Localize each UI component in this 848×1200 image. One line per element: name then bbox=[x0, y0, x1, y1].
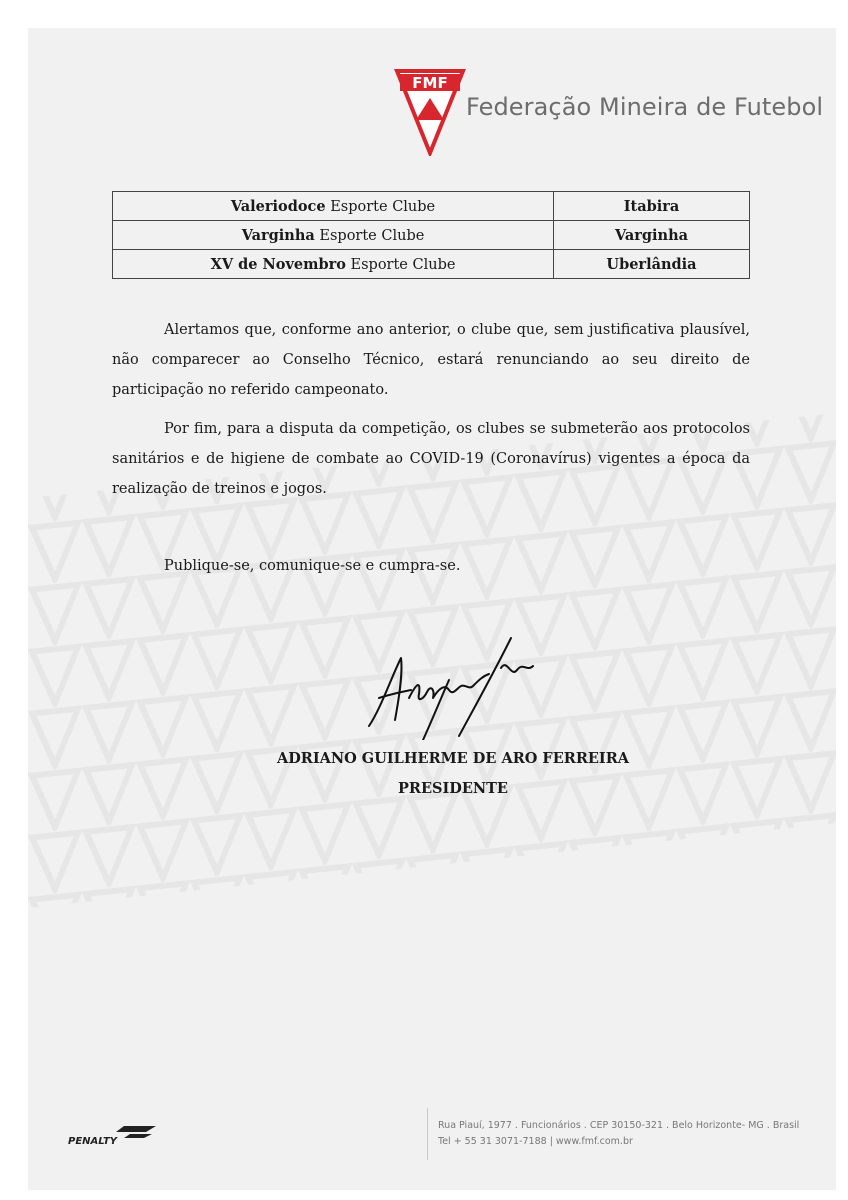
footer-divider bbox=[427, 1108, 428, 1160]
club-city-cell: Itabira bbox=[554, 192, 750, 221]
signatory-title: PRESIDENTE bbox=[398, 780, 508, 797]
table-row bbox=[113, 221, 750, 250]
penalty-logo-text: PENALTY bbox=[68, 1136, 118, 1146]
clubs-table bbox=[112, 191, 750, 279]
document-page bbox=[28, 28, 836, 1190]
paragraph-publication: Publique-se, comunique-se e cumpra-se. bbox=[164, 558, 461, 574]
table-row bbox=[113, 192, 750, 221]
paragraph-technical-council: Alertamos que, conforme ano anterior, o clube que, sem justificativa plausível, não comparecer ao Conselho Técnico, estará renunciando ao seu direito de participação no referido campeonato. bbox=[112, 322, 750, 398]
paragraph-covid-protocols: Por fim, para a disputa da competição, os clubes se submeterão aos protocolos sanitários e de higiene de combate ao COVID-19 (Coronavírus) vigentes a época da realização de treinos e jogos. bbox=[112, 421, 750, 497]
table-row bbox=[113, 250, 750, 279]
footer-contact: Tel + 55 31 3071-7188 | www.fmf.com.br bbox=[438, 1136, 633, 1147]
club-name-cell bbox=[113, 192, 554, 221]
club-name-suffix: Esporte Clube bbox=[325, 198, 436, 215]
logo-text: FMF bbox=[412, 74, 448, 92]
club-name-suffix: Esporte Clube bbox=[345, 256, 456, 273]
signatory-name: ADRIANO GUILHERME DE ARO FERREIRA bbox=[276, 750, 630, 767]
penalty-logo-icon bbox=[66, 1124, 158, 1146]
club-name-bold: Valeriodoce bbox=[230, 197, 326, 215]
club-name-suffix: Esporte Clube bbox=[314, 227, 425, 244]
club-name-bold: Varginha bbox=[241, 226, 315, 244]
club-city-cell: Uberlândia bbox=[554, 250, 750, 279]
footer-address: Rua Piauí, 1977 . Funcionários . CEP 30150-321 . Belo Horizonte- MG . Brasil bbox=[438, 1120, 800, 1131]
club-city-cell: Varginha bbox=[554, 221, 750, 250]
club-name-cell bbox=[113, 221, 554, 250]
organization-name: Federação Mineira de Futebol bbox=[466, 93, 824, 121]
club-name-bold: XV de Novembro bbox=[210, 255, 346, 273]
club-name-cell bbox=[113, 250, 554, 279]
fmf-logo-icon bbox=[394, 68, 466, 156]
signature-image bbox=[361, 628, 541, 740]
